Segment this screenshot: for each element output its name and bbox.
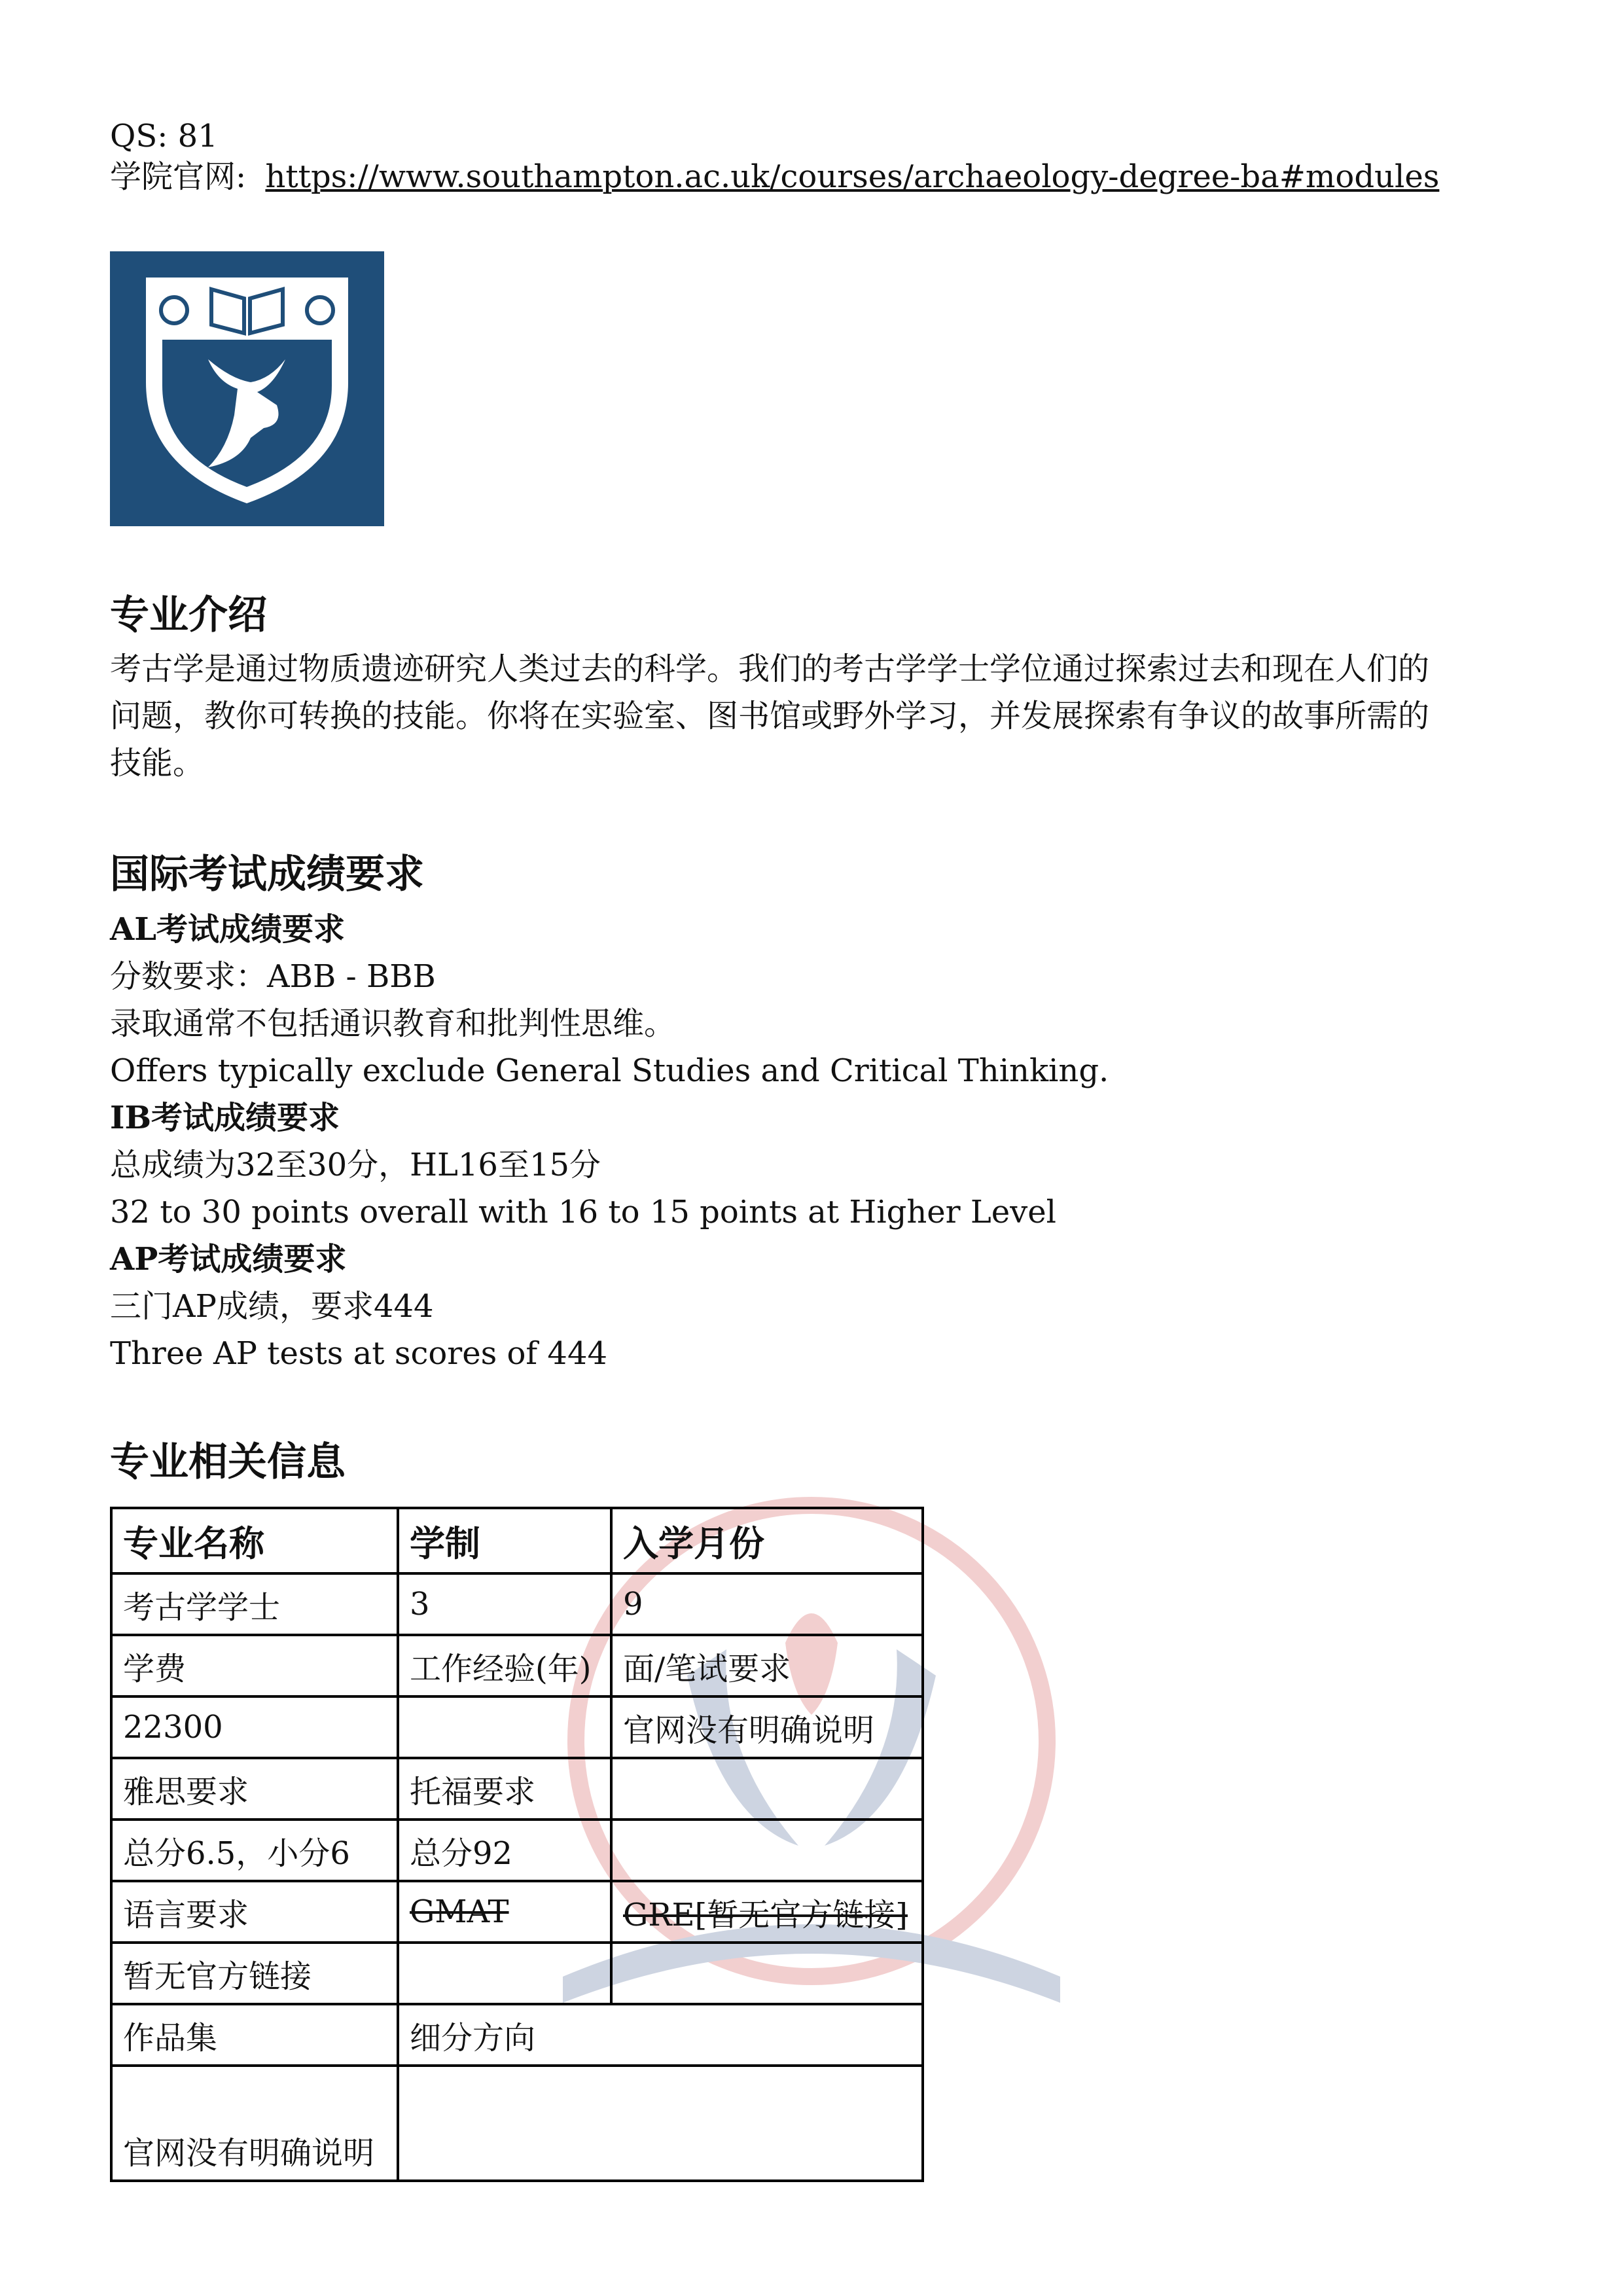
ib-line-en: 32 to 30 points overall with 16 to 15 points at Higher Level [110,1194,1056,1230]
table-cell [398,1943,611,2004]
info-title: 专业相关信息 [110,1439,346,1485]
table-row [111,1943,923,2004]
table-cell [611,1758,923,1820]
table-cell [611,1820,923,1881]
table-cell: 面/笔试要求 [611,1635,923,1696]
table-cell: 学费 [111,1635,398,1696]
intro-line: 技能。 [110,745,205,781]
table-cell: 语言要求 [111,1881,398,1943]
table-cell [398,2066,923,2181]
table-cell [398,1696,611,1758]
table-row [111,1573,923,1635]
table-cell: 作品集 [111,2004,398,2066]
table-row [111,2066,923,2181]
table-cell: 雅思要求 [111,1758,398,1820]
table-cell [611,1943,923,2004]
intro-line: 问题，教你可转换的技能。你将在实验室、图书馆或野外学习，并发展探索有争议的故事所需的 [110,698,1430,734]
ap-line-en: Three AP tests at scores of 444 [110,1335,608,1372]
table-row [111,2004,923,2066]
intro-line: 考古学是通过物质遗迹研究人类过去的科学。我们的考古学学士学位通过探索过去和现在人们的 [110,651,1430,687]
ib-title: IB考试成绩要求 [110,1100,340,1136]
table-row [111,1696,923,1758]
al-note-cn: 录取通常不包括通识教育和批判性思维。 [110,1005,676,1042]
table-cell: 托福要求 [398,1758,611,1820]
table-row [111,1508,923,1573]
table-row [111,1758,923,1820]
website-link[interactable]: https://www.southampton.ac.uk/courses/archaeology-degree-ba#modules [265,158,1440,195]
table-cell: 总分6.5，小分6 [111,1820,398,1881]
university-crest-icon [110,251,384,526]
table-cell: 学制 [398,1508,611,1573]
table-cell: 3 [398,1573,611,1635]
table-cell: 22300 [111,1696,398,1758]
website-label: 学院官网: [110,158,247,195]
table-row [111,1635,923,1696]
intro-paragraph [110,645,1504,787]
ap-line-cn: 三门AP成绩，要求444 [110,1288,434,1325]
program-info-table [110,1507,924,2182]
table-cell-strikethrough: GMAT [398,1881,611,1943]
table-row [111,1820,923,1881]
table-cell: 9 [611,1573,923,1635]
table-cell: 官网没有明确说明 [611,1696,923,1758]
qs-ranking: QS: 81 [110,118,218,154]
table-cell: 入学月份 [611,1508,923,1573]
table-cell-strikethrough: GRE[暂无官方链接] [611,1881,923,1943]
al-title: AL考试成绩要求 [110,911,345,948]
table-cell: 暂无官方链接 [111,1943,398,2004]
ap-title: AP考试成绩要求 [110,1241,347,1278]
table-cell: 专业名称 [111,1508,398,1573]
intro-title: 专业介绍 [110,592,267,638]
ib-line-cn: 总成绩为32至30分，HL16至15分 [110,1147,601,1183]
al-note-en: Offers typically exclude General Studies and Critical Thinking. [110,1052,1109,1089]
table-row [111,1881,923,1943]
table-cell: 考古学学士 [111,1573,398,1635]
table-cell: 官网没有明确说明 [111,2066,398,2181]
al-score: 分数要求：ABB - BBB [110,958,436,995]
website-row [110,153,1439,200]
table-cell: 细分方向 [398,2004,923,2066]
requirements-title: 国际考试成绩要求 [110,852,424,897]
table-cell: 工作经验(年) [398,1635,611,1696]
table-cell: 总分92 [398,1820,611,1881]
